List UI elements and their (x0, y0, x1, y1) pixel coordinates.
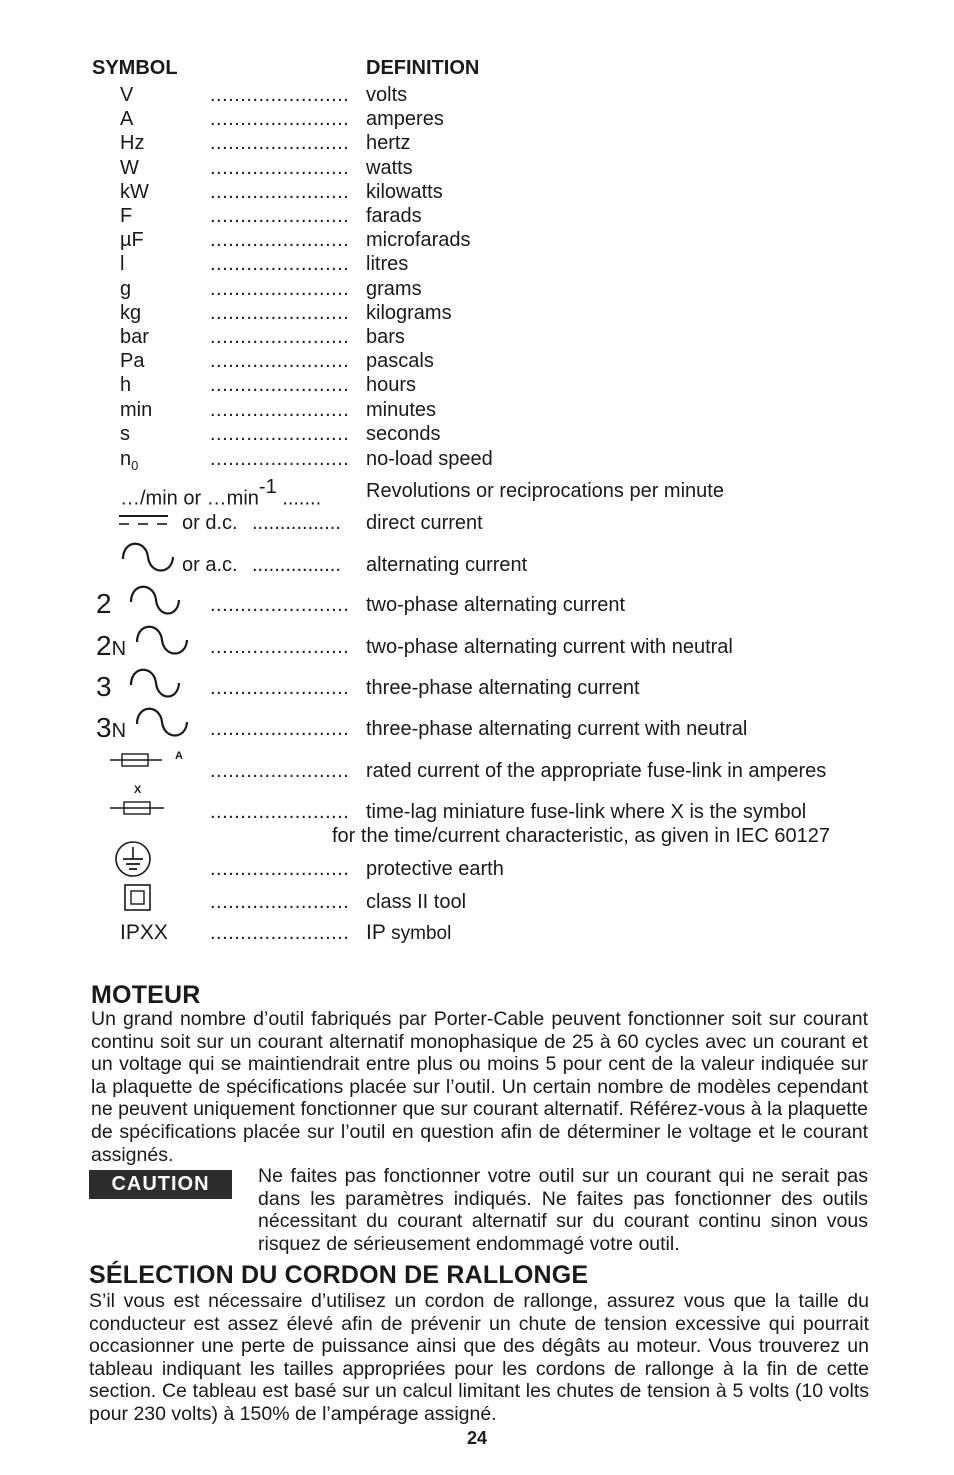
table-row (0, 324, 954, 350)
table-row (0, 203, 954, 229)
symbol-cell: bar (120, 326, 149, 348)
leader-dots: ....................... (210, 858, 350, 880)
leader-dots: ....................... (210, 922, 350, 944)
table-row (0, 155, 954, 181)
symbol-cell: kg (120, 302, 142, 324)
moteur-paragraph: Un grand nombre d’outil fabriqués par Porter-Cable peuvent fonctionner soit sur courant continu soit sur un courant alternatif monophasique de 25 à 60 cycles avec un courant et un voltage qui se maintiendrait entre plus ou moins 5 pour cent de la valeur indiquée sur la plaquette de spécifications placée sur l’outil. Un certain nombre de modèles cependant ne peuvent uniquement fonctionner que sur courant alternatif. Référez-vous à la plaquette de spécifications placée sur l’outil en question afin de déterminer le voltage et le courant assignés. (91, 1008, 868, 1166)
dc-symbol-icon (118, 510, 170, 530)
phase-number: 3N (96, 712, 127, 743)
ac-sine-icon (120, 537, 176, 577)
ac-text: or a.c. (182, 554, 238, 576)
definition-cell: pascals (366, 350, 434, 372)
leader-dots: ................ (252, 554, 341, 576)
symbol-cell: h (120, 374, 132, 396)
definition-ipxx: IP symbol (366, 921, 452, 944)
leader-dots: ....................... (210, 374, 350, 396)
definition-noload: no-load speed (366, 448, 493, 470)
table-row (0, 106, 954, 132)
definition-fuse: rated current of the appropriate fuse-link in amperes (366, 760, 827, 782)
definition-earth: protective earth (366, 858, 504, 880)
time-lag-label: X (134, 784, 142, 796)
page-number: 24 (466, 1428, 488, 1448)
symbol-cell: min (120, 399, 153, 421)
symbol-cell: g (120, 278, 132, 300)
cordon-heading: SÉLECTION DU CORDON DE RALLONGE (89, 1261, 589, 1289)
dc-text: or d.c. (182, 512, 238, 534)
table-row-three-phase-neutral (0, 712, 954, 743)
table-row (0, 397, 954, 423)
table-row-time-lag (0, 799, 954, 825)
table-row-fuse (0, 758, 954, 784)
symbol-column-header: SYMBOL (92, 57, 178, 79)
leader-dots: ....................... (210, 677, 350, 699)
definition-cell: amperes (366, 108, 444, 130)
table-row-class2 (0, 889, 954, 915)
leader-dots: ....................... (210, 636, 350, 658)
table-row-two-phase (0, 588, 954, 619)
definition-two-phase-neutral: two-phase alternating current with neutral (366, 636, 733, 658)
symbol-cell: A (120, 108, 134, 130)
definition-cell: kilograms (366, 302, 452, 324)
definition-two-phase: two-phase alternating current (366, 594, 626, 616)
symbol-cell: µF (120, 229, 144, 251)
leader-dots: ................ (252, 512, 341, 534)
phase-number: 3 (96, 671, 112, 702)
symbol-cell: V (120, 84, 134, 106)
table-row-rpm (0, 476, 954, 510)
symbol-rpm: …/min or $\dots\min^{-1}$ ....... (120, 476, 322, 510)
phase-number: 2N (96, 630, 127, 661)
table-row (0, 421, 954, 447)
leader-dots: ....................... (210, 181, 350, 203)
table-row-ipxx (0, 920, 954, 946)
leader-dots: ....................... (210, 326, 350, 348)
table-row (0, 179, 954, 205)
leader-dots: ....................... (210, 84, 350, 106)
definition-cell: hours (366, 374, 417, 396)
leader-dots: ....................... (210, 132, 350, 154)
definition-class2: class II tool (366, 891, 467, 913)
symbol-cell: F (120, 205, 133, 227)
ac-sine-icon (134, 620, 190, 660)
leader-dots: ....................... (210, 423, 350, 445)
caution-badge: CAUTION (89, 1170, 232, 1199)
definition-cell: watts (366, 157, 413, 179)
table-row-two-phase-neutral (0, 630, 954, 661)
leader-dots: ....................... (210, 253, 350, 275)
definition-cell: microfarads (366, 229, 471, 251)
definition-cell: grams (366, 278, 422, 300)
leader-dots: ....................... (210, 448, 350, 470)
table-row (0, 300, 954, 326)
definition-column-header: DEFINITION (366, 57, 480, 79)
definition-ac: alternating current (366, 554, 528, 576)
definition-three-phase: three-phase alternating current (366, 677, 640, 699)
symbol-cell: Hz (120, 132, 145, 154)
definition-cell: volts (366, 84, 408, 106)
definition-cell: kilowatts (366, 181, 443, 203)
table-row (0, 227, 954, 253)
table-row-earth (0, 856, 954, 882)
definition-time-lag: time-lag miniature fuse-link where X is the symbol (366, 801, 807, 823)
ac-sine-icon (134, 702, 190, 742)
table-row-three-phase (0, 671, 954, 702)
cordon-paragraph: S’il vous est nécessaire d’utilisez un cordon de rallonge, assurez vous que la taille du conducteur est assez élevé afin de prévenir un chute de tension excessive qui pourrait occasionner une perte de puissance ainsi que des dégâts au moteur. Vous trouverez un tableau indiquant les tailles appropriées pour les cordons de rallonge à la fin de cette section. Ce tableau est basé sur un calcul limitant les chutes de tension à 5 volts (10 volts pour 230 volts) à 150% de l’ampérage assigné. (89, 1290, 869, 1425)
leader-dots: ....................... (210, 891, 350, 913)
leader-dots: ....................... (210, 594, 350, 616)
caution-text: Ne faites pas fonctionner votre outil sur un courant qui ne serait pas dans les paramètres indiqués. Ne faites pas fonctionner des outils nécessitant du courant alternatif sur du courant continu sinon vous risquez de sérieusement endommagé votre outil. (258, 1165, 868, 1255)
fuse-label: A (175, 750, 183, 762)
table-row (0, 348, 954, 374)
phase-number: 2 (96, 588, 112, 619)
symbol-cell: Pa (120, 350, 145, 372)
symbol-cell: W (120, 157, 139, 179)
definition-time-lag-line2: for the time/current characteristic, as given in IEC 60127 (332, 825, 831, 847)
definition-dc: direct current (366, 512, 483, 534)
leader-dots: ....................... (210, 399, 350, 421)
leader-dots: ....................... (210, 801, 350, 823)
definition-cell: litres (366, 253, 409, 275)
leader-dots: ....................... (210, 157, 350, 179)
definition-cell: hertz (366, 132, 411, 154)
definition-three-phase-neutral: three-phase alternating current with neutral (366, 718, 748, 740)
definition-cell: farads (366, 205, 422, 227)
leader-dots: ....................... (210, 205, 350, 227)
moteur-heading: MOTEUR (91, 981, 201, 1009)
symbol-cell: l (120, 253, 125, 275)
leader-dots: ....................... (210, 760, 350, 782)
ac-sine-icon (128, 580, 182, 620)
table-row (0, 372, 954, 398)
leader-dots: ....................... (210, 229, 350, 251)
table-row (0, 82, 954, 108)
table-row (0, 251, 954, 277)
definition-rpm: Revolutions or reciprocations per minute (366, 480, 724, 502)
symbol-noload: $n_0$ (120, 448, 139, 473)
leader-dots: ....................... (210, 350, 350, 372)
leader-dots: ....................... (210, 302, 350, 324)
table-row (0, 130, 954, 156)
table-row (0, 276, 954, 302)
symbol-ipxx: IPXX (120, 921, 168, 944)
definition-cell: seconds (366, 423, 441, 445)
definition-cell: bars (366, 326, 405, 348)
table-row-dc (0, 510, 954, 536)
leader-dots: ....................... (210, 108, 350, 130)
table-row-noload (0, 446, 954, 472)
leader-dots: ....................... (210, 718, 350, 740)
ac-sine-icon (128, 663, 182, 703)
symbol-cell: s (120, 423, 130, 445)
definition-cell: minutes (366, 399, 437, 421)
table-row-ac (0, 552, 954, 578)
leader-dots: ....................... (210, 278, 350, 300)
symbol-cell: kW (120, 181, 149, 203)
